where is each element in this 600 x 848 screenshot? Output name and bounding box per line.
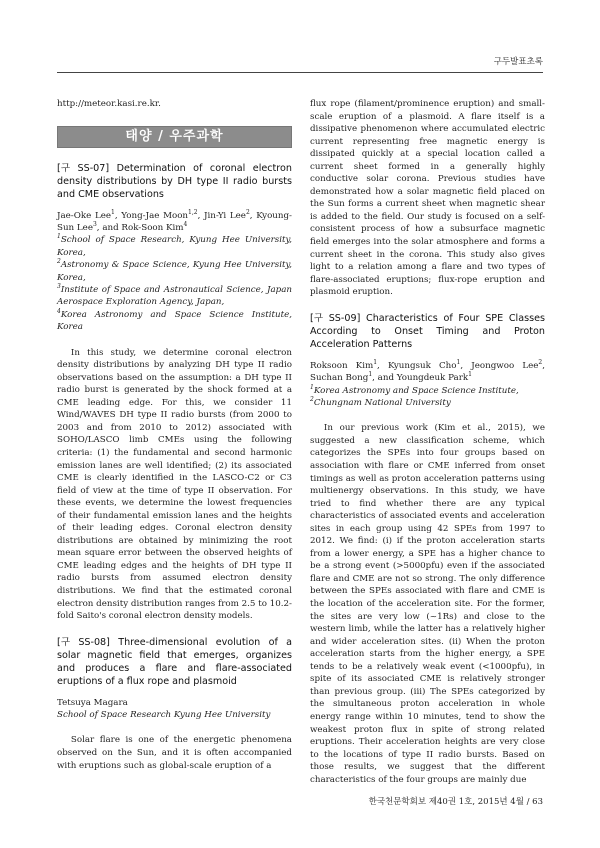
right-column [310, 98, 545, 786]
abstract-ss08-body-start: Solar flare is one of the energetic phenomena observed on the Sun, and it is often accompanied with eruptions such as global-scale eruption of a [57, 735, 292, 771]
author-affiliation-mark: 1 [456, 358, 461, 366]
author-affiliation-mark: 1 [373, 358, 378, 366]
author-name: Roksoon Kim [310, 360, 374, 371]
author-name: Rok-Soon Kim [121, 222, 184, 233]
abstract-ss09-authors: Roksoon Kim$^1$, Kyungsuk Cho$^1$, Jeongwoo Lee$^2$, Suchan Bong$^1$, and Youngdeuk Park$^1$ [310, 358, 545, 384]
author-name: Kyoung-Sun Lee [57, 210, 292, 233]
abstract-ss08-body-continued: flux rope (filament/prominence eruption) and small-scale eruption of a plasmoid. A flare itself is a dissipative phenomenon where accumulated electric current representing free magnetic energy is dissipated quickly at a special location called a current sheet formed in a generally highly conductive solar corona. Previous studies have demonstrated how a solar magnetic field placed on the Sun forms a current sheet when magnetic shear is added to the field. Our study is focused on a self-consistent process of how a subsurface magnetic field emerges into the solar atmosphere and forms a current sheet in the corona. This study also gives light to a relation among a flare and two types of flare-associated eruptions; flux-rope eruption and plasmoid eruption. [310, 99, 545, 298]
author-affiliation-mark: 1 [111, 208, 115, 216]
author-affiliation-mark: 1 [468, 371, 472, 379]
left-column [57, 98, 292, 772]
author-name: Yong-Jae Moon [121, 210, 189, 221]
affiliation-line: $^1$Korea Astronomy and Space Science Institute, [310, 383, 519, 396]
page-footer: 한국천문학회보 제40권 1호, 2015년 4월 / 63 [368, 797, 543, 807]
abstract-ss07-body: In this study, we determine coronal electron density distributions by analyzing DH type II radio observations based on the assumption: a DH type II radio burst is generated by the shock formed at a CME leading edge. For this, we consider 11 Wind/WAVES DH type II radio bursts (from 2000 to 2003 and from 2010 to 2012) associated with SOHO/LASCO limb CMEs using the following criteria: (1) the fundamental and second harmonic emission lanes are well identified; (2) its associated CME is clearly identified in the LASCO-C2 or C3 field of view at the time of type II observation. For these events, we determine the lowest frequencies of their fundamental emission lanes and the heights of their leading edges. Coronal electron density distributions are obtained by minimizing the root mean square error between the observed heights of CME leading edges and the heights of DH type II radio bursts from assumed electron density distributions. We find that the estimated coronal electron density distribution ranges from 2.5 to 10.2-fold Saito's coronal electron density models. [57, 347, 292, 622]
affiliation-line: $^3$Institute of Space and Astronautical Science, Japan Aerospace Exploration Agency, Japan, [57, 283, 292, 308]
abstract-ss09-body: In our previous work (Kim et al., 2015), we suggested a new classification scheme, which categorizes the SPEs into four groups based on association with flare or CME inferred from onset timings as well as proton acceleration patterns using multienergy observations. In this study, we have tried to find whether there are any typical characteristics of associated events and acceleration sites in each group using 42 SPEs from 1997 to 2012. We find: (i) if the proton acceleration starts from a lower energy, a SPE has a higher chance to be a strong event (>5000pfu) even if the associated flare and CME are not so strong. The only difference between the SPEs associated with flare and CME is the location of the acceleration site. For the former, the sites are very low (~1Rs) and close to the western limb, while the latter has a relatively higher and wider acceleration sites. (ii) When the proton acceleration starts from the higher energy, a SPE tends to be a relatively weak event (<1000pfu), in spite of its associated CME is relatively stronger than previous group. (iii) The SPEs categorized by the simultaneous proton acceleration in whole energy range within 10 minutes, tend to show the weakest proton flux in spite of strong related eruptions. Their acceleration heights are very close to the locations of type II radio bursts. Based on those results, we suggest that the different characteristics of the four groups are mainly due [310, 423, 545, 785]
author-name: Suchan Bong [310, 373, 369, 384]
author-affiliation-mark: 2 [538, 358, 543, 366]
author-name: Jin-Yi Lee [204, 210, 246, 221]
abstract-ss08-authors: Tetsuya Magara [57, 697, 128, 708]
author-name: Youngdeuk Park [396, 373, 469, 384]
abstract-ss09-affiliations [310, 385, 545, 410]
author-affiliation-mark: 4 [183, 221, 188, 229]
author-name: Kyungsuk Cho [387, 360, 457, 371]
url-text: http://meteor.kasi.re.kr. [57, 99, 161, 109]
abstract-ss07-authors: Jae-Oke Lee$^1$, Yong-Jae Moon$^{1,2}$, Jin-Yi Lee$^2$, Kyoung-Sun Lee$^3$, and Rok-Soon Kim$^4$ [57, 208, 292, 233]
author-affiliation-mark: 1,2 [188, 208, 198, 216]
abstract-ss08-title: [구 SS-08] Three-dimensional evolution of a solar magnetic field that emerges, organizes and produces a flare and flare-associated eruptions of a flux rope and plasmoid [57, 636, 292, 687]
author-name: Jae-Oke Lee [57, 210, 111, 221]
abstract-ss07-affiliations [57, 234, 292, 333]
affiliation-line: $^4$Korea Astronomy and Space Science Institute, Korea [57, 307, 292, 333]
affiliation-line: $^2$Astronomy & Space Science, Kyung Hee University, Korea, [57, 258, 292, 283]
author-affiliation-mark: 1 [368, 371, 373, 379]
section-title: 태양 / 우주과학 [57, 126, 292, 148]
abstract-ss09-title: [구 SS-09] Characteristics of Four SPE Classes According to Onset Timing and Proton Acceleration Patterns [310, 312, 545, 350]
header-rule [57, 72, 543, 73]
author-affiliation-mark: 2 [245, 208, 250, 216]
affiliation-line: $^1$School of Space Research, Kyung Hee University, Korea, [57, 233, 292, 258]
author-name: Jeongwoo Lee [471, 360, 539, 371]
abstract-ss07-title: [구 SS-07] Determination of coronal electron density distributions by DH type II radio bursts and CME observations [57, 162, 292, 200]
affiliation-line: $^2$Chungnam National University [310, 396, 451, 408]
running-header: 구두발표초록 [493, 57, 543, 67]
abstract-ss08-affiliation: School of Space Research Kyung Hee University [57, 710, 271, 721]
author-affiliation-mark: 3 [92, 221, 97, 229]
